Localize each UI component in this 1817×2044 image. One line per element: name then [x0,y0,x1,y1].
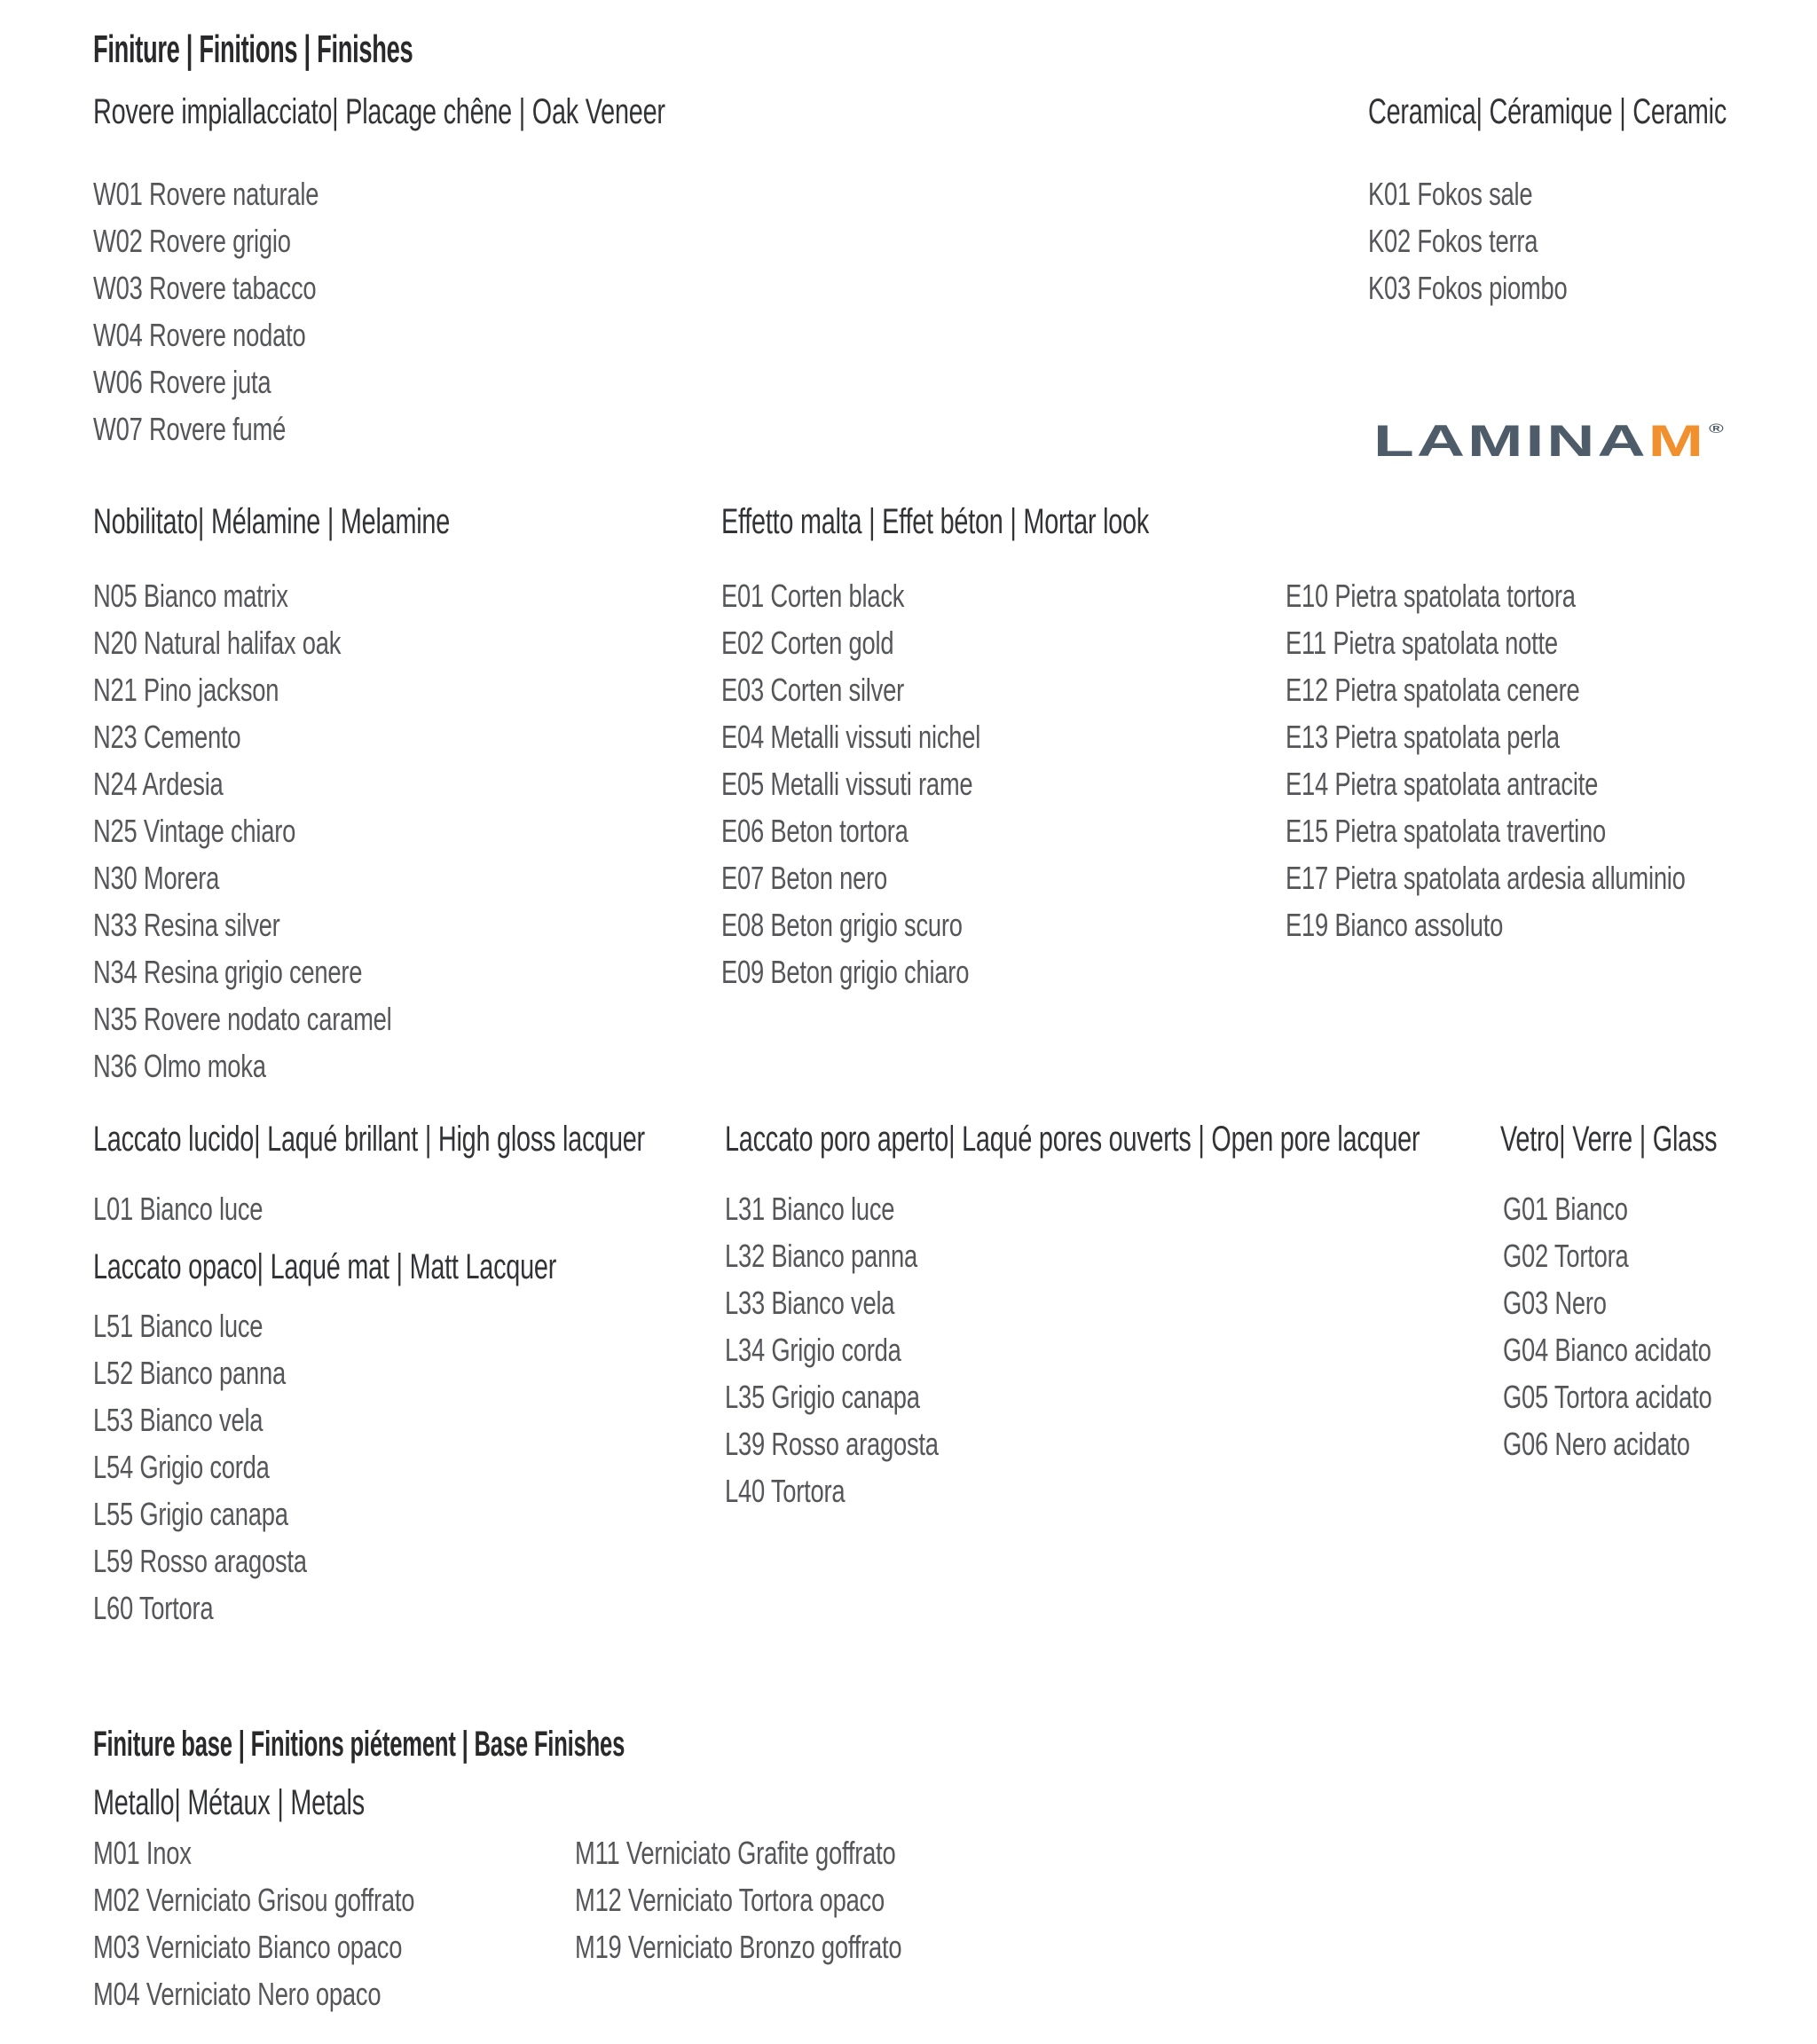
finish-item: G06 Nero acidato [1503,1426,1690,1462]
finish-item: M02 Verniciato Grisou goffrato [93,1882,415,1918]
section-heading-open-pore-lacquer: Laccato poro aperto| Laqué pores ouverts | Open pore lacquer [725,1120,1420,1159]
finish-item: N05 Bianco matrix [93,578,288,614]
finish-item: M03 Verniciato Bianco opaco [93,1929,403,1965]
finish-item: L39 Rosso aragosta [725,1426,939,1462]
finish-item: G01 Bianco [1503,1191,1628,1227]
finish-item: L59 Rosso aragosta [93,1543,307,1579]
finish-list-mortar-col2 [1286,572,1812,948]
section-heading-oak-veneer: Rovere impiallacciato| Placage chêne | Oak Veneer [93,92,665,131]
finish-item: N36 Olmo moka [93,1048,266,1084]
finish-item: N35 Rovere nodato caramel [93,1001,392,1037]
section-heading-melamine: Nobilitato| Mélamine | Melamine [93,502,451,541]
finish-item: N34 Resina grigio cenere [93,954,363,990]
finish-item: E12 Pietra spatolata cenere [1286,672,1580,708]
finish-item: N33 Resina silver [93,907,280,943]
finish-item: W04 Rovere nodato [93,317,306,353]
finish-item: N30 Morera [93,860,220,896]
finish-item: G05 Tortora acidato [1503,1379,1712,1415]
finish-list-oak-veneer [93,170,389,452]
finish-item: W01 Rovere naturale [93,176,319,212]
finish-item: E05 Metalli vissuti rame [721,766,973,802]
finish-list-metals-col1 [93,1829,516,2017]
finish-item: L34 Grigio corda [725,1332,901,1368]
finish-item: E04 Metalli vissuti nichel [721,719,981,755]
laminam-logo [1373,410,1724,466]
finish-list-high-gloss-lacquer [93,1185,317,1232]
finish-item: K03 Fokos piombo [1368,270,1568,306]
finish-item: M11 Verniciato Grafite goffrato [575,1835,896,1871]
finish-item: G02 Tortora [1503,1238,1629,1274]
finish-item: L53 Bianco vela [93,1402,264,1438]
finish-item: L32 Bianco panna [725,1238,917,1274]
finish-item: E09 Beton grigio chiaro [721,954,970,990]
section-heading-mortar-look: Effetto malta | Effet béton | Mortar look [721,502,1150,541]
finish-item: M12 Verniciato Tortora opaco [575,1882,885,1918]
finish-item: N21 Pino jackson [93,672,279,708]
finish-item: N23 Cemento [93,719,241,755]
finish-item: W06 Rovere juta [93,364,271,400]
finish-item: E06 Beton tortora [721,813,908,849]
finish-item: L60 Tortora [93,1590,214,1626]
finish-list-open-pore-lacquer [725,1185,1006,1514]
finish-item: E01 Corten black [721,578,905,614]
finish-item: L51 Bianco luce [93,1308,264,1344]
finish-item: N20 Natural halifax oak [93,625,342,661]
finish-item: W02 Rovere grigio [93,223,291,259]
finish-item: N24 Ardesia [93,766,224,802]
finish-item: L54 Grigio corda [93,1449,270,1485]
finish-item: E13 Pietra spatolata perla [1286,719,1560,755]
finish-list-metals-col2 [575,1829,1005,1970]
section-subheading-metals: Metallo| Métaux | Metals [93,1783,365,1822]
finish-item: L40 Tortora [725,1473,846,1509]
laminam-logo-accent-letter: M [1648,416,1707,466]
finish-item: E19 Bianco assoluto [1286,907,1504,943]
finish-item: G04 Bianco acidato [1503,1332,1711,1368]
finish-item: M01 Inox [93,1835,192,1871]
finish-item: L55 Grigio canapa [93,1496,288,1532]
finish-item: N25 Vintage chiaro [93,813,296,849]
finish-item: E15 Pietra spatolata travertino [1286,813,1606,849]
finish-item: K01 Fokos sale [1368,176,1533,212]
finish-item: E10 Pietra spatolata tortora [1286,578,1576,614]
section-heading-ceramic: Ceramica| Céramique | Ceramic [1368,92,1727,131]
finish-item: L31 Bianco luce [725,1191,895,1227]
finish-list-glass [1503,1185,1778,1467]
finish-item: W03 Rovere tabacco [93,270,317,306]
finish-item: K02 Fokos terra [1368,223,1538,259]
finish-item: E07 Beton nero [721,860,887,896]
finish-item: E03 Corten silver [721,672,904,708]
finish-item: E11 Pietra spatolata notte [1286,625,1558,661]
finish-list-mortar-col1 [721,572,1062,995]
finish-item: E02 Corten gold [721,625,894,661]
finish-item: L33 Bianco vela [725,1285,895,1321]
finish-list-ceramic [1368,170,1630,311]
finish-item: M19 Verniciato Bronzo goffrato [575,1929,902,1965]
registered-trademark-mark: ® [1709,421,1724,436]
finish-item: L52 Bianco panna [93,1355,286,1391]
laminam-logo-text: LAMINA [1373,416,1648,466]
section-heading-matt-lacquer: Laccato opaco| Laqué mat | Matt Lacquer [93,1247,557,1286]
section-heading-glass: Vetro| Verre | Glass [1500,1120,1718,1159]
section-heading-high-gloss-lacquer: Laccato lucido| Laqué brillant | High gloss lacquer [93,1120,645,1159]
page-title: Finiture | Finitions | Finishes [93,28,413,71]
finish-list-melamine [93,572,486,1089]
finish-item: M04 Verniciato Nero opaco [93,1976,381,2012]
finish-item: G03 Nero [1503,1285,1607,1321]
finish-item: E17 Pietra spatolata ardesia alluminio [1286,860,1686,896]
section-heading-base-finishes: Finiture base | Finitions piétement | Base Finishes [93,1725,625,1764]
finish-item: E14 Pietra spatolata antracite [1286,766,1599,802]
finish-item: L01 Bianco luce [93,1191,264,1227]
finish-item: W07 Rovere fumé [93,411,287,447]
finish-item: L35 Grigio canapa [725,1379,920,1415]
finish-list-matt-lacquer [93,1302,374,1631]
finish-item: E08 Beton grigio scuro [721,907,963,943]
